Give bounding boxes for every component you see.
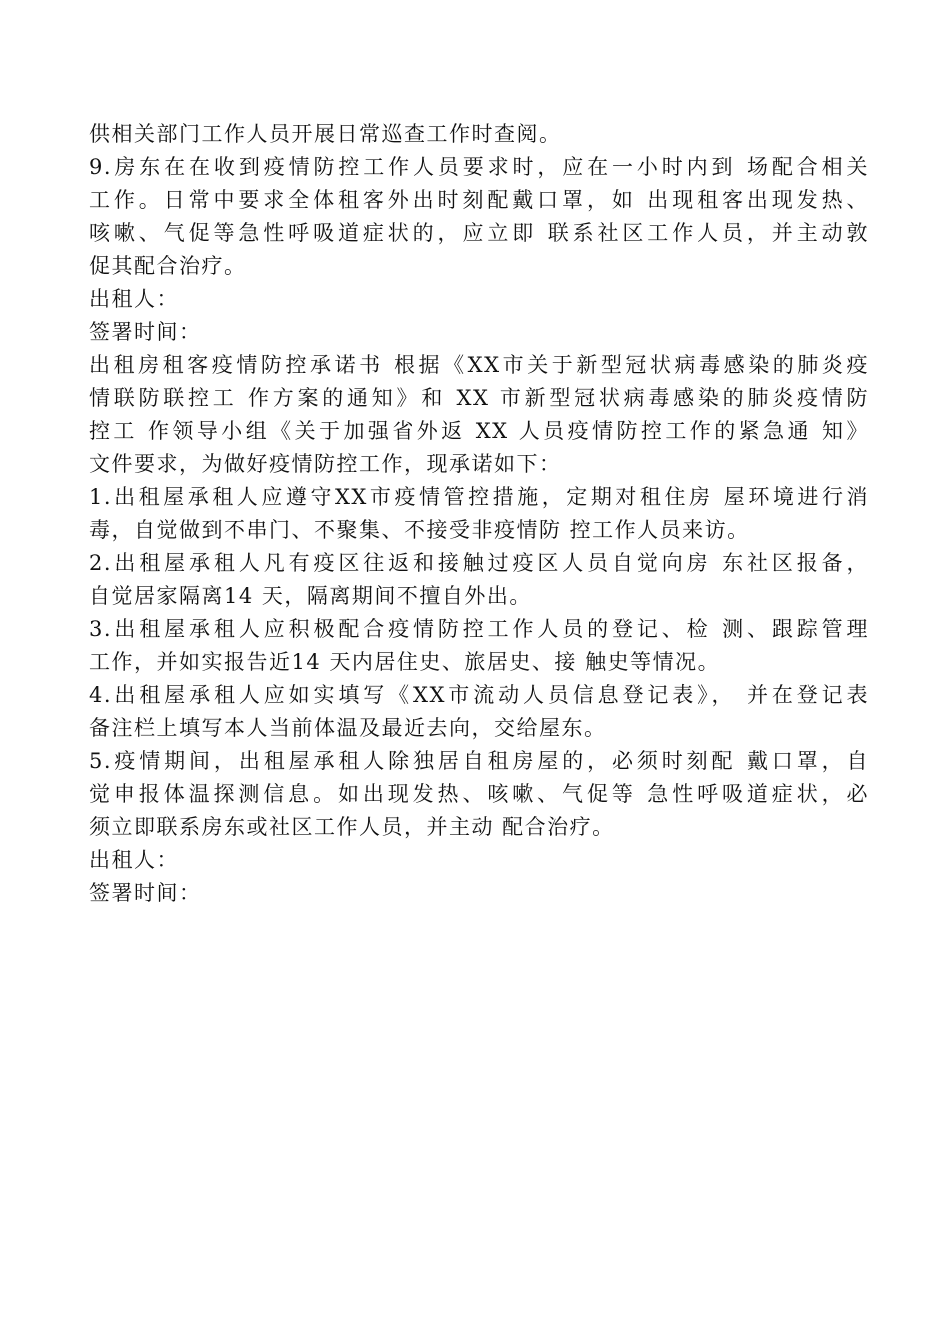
text-line: 觉申报体温探测信息。如出现发热、咳嗽、气促等 急性呼吸道症状，必 [89, 782, 869, 806]
text-line: 咳嗽、气促等急性呼吸道症状的，应立即 联系社区工作人员，并主动敦 [89, 221, 869, 245]
text-line: 3.出租屋承租人应积极配合疫情防控工作人员的登记、检 测、跟踪管理 [89, 617, 869, 641]
text-line: 出租人： [89, 287, 179, 311]
text-line: 4.出租屋承租人应如实填写《XX市流动人员信息登记表》， 并在登记表 [89, 683, 869, 707]
text-line: 毒，自觉做到不串门、不聚集、不接受非疫情防 控工作人员来访。 [89, 518, 750, 542]
text-line: 1.出租屋承租人应遵守XX市疫情管控措施，定期对租住房 屋环境进行消 [89, 485, 869, 509]
text-line: 供相关部门工作人员开展日常巡查工作时查阅。 [89, 122, 562, 146]
text-line: 备注栏上填写本人当前体温及最近去向，交给屋东。 [89, 716, 607, 740]
text-line: 情联防联控工 作方案的通知》和 XX 市新型冠状病毒感染的肺炎疫情防 [89, 386, 869, 410]
text-line: 控工 作领导小组《关于加强省外返 XX 人员疫情防控工作的紧急通 知》 [89, 419, 869, 443]
text-line: 出租人： [89, 848, 179, 872]
text-line: 签署时间： [89, 881, 202, 905]
text-line: 9.房东在在收到疫情防控工作人员要求时，应在一小时内到 场配合相关 [89, 155, 869, 179]
text-line: 签署时间： [89, 320, 202, 344]
text-line: 工作，并如实报告近14 天内居住史、旅居史、接 触史等情况。 [89, 650, 721, 674]
text-line: 2.出租屋承租人凡有疫区往返和接触过疫区人员自觉向房 东社区报备， [89, 551, 869, 575]
text-line: 促其配合治疗。 [89, 254, 247, 278]
text-line: 5.疫情期间，出租屋承租人除独居自租房屋的，必须时刻配 戴口罩，自 [89, 749, 869, 773]
text-line: 须立即联系房东或社区工作人员，并主动 配合治疗。 [89, 815, 615, 839]
text-line: 文件要求，为做好疫情防控工作，现承诺如下： [89, 452, 562, 476]
text-line: 自觉居家隔离14 天，隔离期间不擅自外出。 [89, 584, 532, 608]
document-page [89, 118, 869, 910]
text-line: 工作。日常中要求全体租客外出时刻配戴口罩，如 出现租客出现发热、 [89, 188, 869, 212]
text-line: 出租房租客疫情防控承诺书 根据《XX市关于新型冠状病毒感染的肺炎疫 [89, 353, 869, 377]
